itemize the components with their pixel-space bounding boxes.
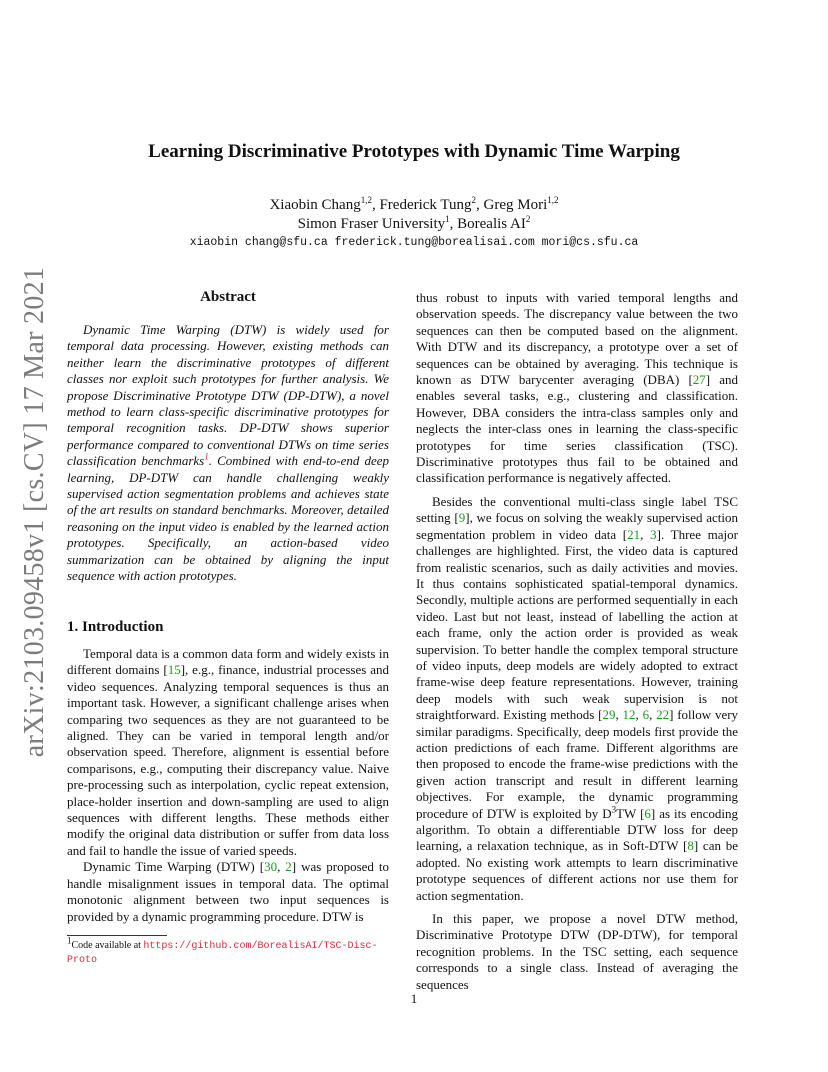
superscript: 3 [611,804,617,815]
text-run: thus robust to inputs with varied temporal lengths and observation speeds. The discrepancy value between the two sequences can then be computed based on the alignment. With DTW and its discrepancy, a prototype over a set of sequences can be obtained by averaging. This technique is known as DTW barycenter averaging (DBA) [ [416,290,738,388]
citation-link[interactable]: 8 [687,838,694,854]
footnote [67,935,389,967]
footnote-divider [67,935,167,936]
citation-link[interactable]: 22 [656,707,670,723]
text-run: ] was proposed to handle misalignment issues in temporal data. The optimal monotonic alignment between two input sequences is provided by a dynamic programming procedure. DTW is [67,859,389,924]
footnote-url-link[interactable]: https://github.com/BorealisAI/TSC-Disc-Proto [67,941,378,966]
citation-link[interactable]: 21 [627,526,641,542]
text-run: , [640,526,651,542]
right-paragraph-3: In this paper, we propose a novel DTW method, Discriminative Prototype DTW (DP-DTW), for temporal recognition problems. In the TSC setting, each sequence corresponds to a single class. Instead of averaging the sequences [416,911,738,992]
right-paragraph-2: Besides the conventional multi-class single label TSC setting [9], we focus on solving the weakly supervised action segmentation problem in video data [21, 3]. Three major challenges are highlighted. First, the video data is captured from realistic scenarios, such as daily activities and movies. It thus contains sophisticated spatial-temporal dynamics. Secondly, multiple actions are performed sequentially in each video. Last but not least, instead of labelling the action at each frame, only the action order is provided as weak supervision. To better handle the complex temporal structure of video inputs, deep models are widely adopted to extract frame-wise deep feature representations. However, training deep models with such weak supervision is not straightforward. Existing methods [29, 12, 6, 22] follow very similar paradigms. Specifically, deep models first provide the action predictions of each frame. Different algorithms are then proposed to encode the frame-wise predictions with the given action transcript and result in different learning objectives. For example, the dynamic programming procedure of DTW is exploited by $D^3TW$ [6] as its encoding algorithm. To obtain a differentiable DTW loss for deep learning, a relaxation technique, as in Soft-DTW [8] can be adopted. No existing work attempts to learn discriminative prototype sequences of different actions nor use them for action segmentation. [416,493,739,903]
right-paragraph-1 [416,290,738,487]
author-block [0,196,828,234]
citation-link[interactable]: 15 [167,662,181,678]
text-run: Besides the conventional multi-class single label TSC setting [ [416,493,738,526]
citation-link[interactable]: 6 [644,805,651,821]
text-run: ] as its encoding algorithm. To obtain a differentiable DTW loss for deep learning, a relaxation technique, as in Soft-DTW [ [416,805,738,854]
author-1: Xiaobin Chang [269,197,361,213]
affiliations: Simon Fraser University$^1$, Borealis $AI^2$ [297,214,531,232]
text-run: TW [ [616,805,645,821]
abstract-body [67,322,389,585]
text-run: Temporal data is a common data form and widely exists in different domains [ [67,646,389,678]
text-run: ] can be adopted. No existing work attempts to learn discriminative prototype sequences of different actions nor use them for action segmentation. [416,838,739,903]
right-column [416,290,738,993]
text-run: ]. Three major challenges are highlighted. First, the video data is captured from realistic scenarios, such as daily activities and movies. It thus contains sophisticated spatial-temporal dynamics. Secondly, multiple actions are performed sequentially in each video. Last but not least, instead of labelling the action at each frame, only the action order is provided as weak supervision. To better handle the complex temporal structure of video inputs, deep models are widely adopted to extract frame-wise deep feature representations. However, training deep models with such weak supervision is not straightforward. Existing methods [ [416,526,738,723]
page-number: 1 [410,991,418,1006]
citation-link[interactable]: 2 [285,859,292,875]
arxiv-stamp [0,262,70,762]
paper-title: Learning Discriminative Prototypes with Dynamic Time Warping [148,141,680,162]
author-3: Greg Mori [483,197,548,213]
text-run: ] follow very similar paradigms. Specifically, deep models first provide the action predictions of each frame. Different algorithms are then proposed to encode the frame-wise predictions with the given action transcript and result in different learning objectives. For example, the dynamic programming procedure of DTW is exploited by D [416,707,739,821]
citation-link[interactable]: 6 [642,707,650,723]
footnote-text: Code available at [71,940,144,951]
footnote-mark: 1 [67,935,72,946]
author-1-sup: 1,2 [360,195,372,205]
citation-link[interactable]: 3 [650,526,657,542]
text-run: ], e.g., finance, industrial processes and video sequences. Analyzing temporal sequences is thus an important task. However, a significant challenge arises when comparing two sequences as they are not guaranteed to be aligned. They can be varied in temporal length and/or observation speed. Therefore, alignment is essential before comparisons, e.g., computing their discrepancy value. Naive pre-processing such as interpolation, cyclic repeat extension, place-holder insertion and down-sampling are used to align sequences with different lengths. These methods either modify the original data distribution or suffer from data loss and fail to handle the issue of varied speeds. [67,662,389,858]
section-heading-introduction: 1. Introduction [67,619,164,635]
author-names: Xiaobin Chang$^{1,2}$, Frederick Tung$^2$, Greg Mori$^{1,2}$ [269,195,559,213]
abstract-heading: Abstract [200,289,256,305]
intro-paragraph-2 [67,859,389,925]
author-3-sup: 1,2 [547,195,559,205]
author-emails: xiaobin chang@sfu.ca frederick.tung@borealisai.com mori@cs.sfu.ca [189,236,639,249]
author-2-sup: 2 [471,195,477,205]
text-run: ] and enables several tasks, e.g., clustering and classification. However, DBA considers the intra-class samples only and neglects the inter-class ones in learning the class-specific prototypes for time series classification (TSC). Discriminative prototypes thus fail to be obtained and classification performance is negatively affected. [416,372,738,486]
citation-link[interactable]: 9 [458,510,466,526]
abstract-part-1: Dynamic Time Warping (DTW) is widely used for temporal data processing. However, existing methods can neither learn the discriminative prototypes of different classes nor exploit such prototypes for further analysis. We propose Discriminative Prototype DTW (DP-DTW), a novel method to learn class-specific discriminative prototypes for temporal recognition tasks. DP-DTW shows superior performance compared to conventional DTWs on time series classification benchmarks [67,322,389,469]
citation-link[interactable]: 29 [602,707,616,723]
intro-paragraph-1 [67,646,389,859]
affiliation-2: Borealis AI [457,216,526,232]
citation-link[interactable]: 27 [692,372,706,388]
author-2: Frederick Tung [379,197,472,213]
affiliation-2-sup: 2 [525,214,531,224]
text-run: , [277,859,286,875]
introduction-left [67,646,389,925]
citation-link[interactable]: 12 [622,707,636,723]
citation-link[interactable]: 30 [264,859,278,875]
text-run: ], we focus on solving the weakly supervised action segmentation problem in video data [ [416,510,739,542]
affiliation-1: Simon Fraser University [297,216,446,232]
arxiv-stamp-text: arXiv:2103.09458v1 [cs.CV] 17 Mar 2021 [19,266,50,758]
abstract-part-2: . Combined with end-to-end deep learning, DP-DTW can handle challenging weakly supervised action segmentation problems and achieves state of the art results on standard benchmarks. Moreover, detailed reasoning on the input video is enabled by the learned action prototypes. Specifically, an action-based video summarization can be obtained by aligning the input sequence with action prototypes. [67,453,389,584]
affiliation-1-sup: 1 [445,214,450,224]
text-run: Dynamic Time Warping (DTW) [ [83,859,265,875]
footnote-link[interactable]: 1 [204,451,209,462]
